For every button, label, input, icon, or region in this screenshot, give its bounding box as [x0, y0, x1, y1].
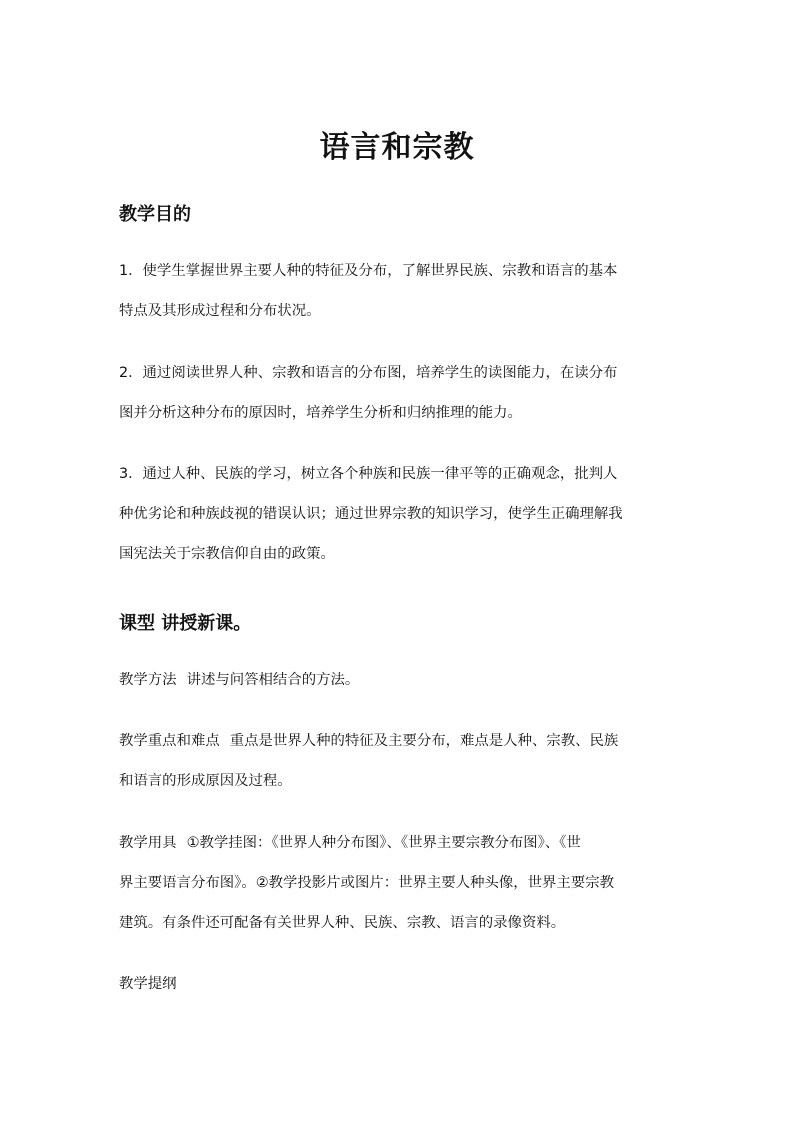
objective-1-line-1: 1．使学生掌握世界主要人种的特征及分布，了解世界民族、宗教和语言的基本: [119, 263, 618, 279]
objective-3-line-2: 种优劣论和种族歧视的错误认识；通过世界宗教的知识学习，使学生正确理解我: [119, 506, 623, 522]
objective-3-line-1: 3．通过人种、民族的学习，树立各个种族和民族一律平等的正确观念，批判人: [119, 466, 618, 482]
objective-2-line-2: 图并分析这种分布的原因时，培养学生分析和归纳推理的能力。: [119, 405, 522, 421]
objective-item-3: [119, 454, 679, 574]
document-title: 语言和宗教: [319, 130, 475, 165]
objective-item-1: [119, 251, 679, 331]
tools-line-3: 建筑。有条件还可配备有关世界人种、民族、宗教、语言的录像资料。: [119, 915, 566, 931]
key-points-line-2: 和语言的形成原因及过程。: [119, 773, 292, 789]
outline-label: 教学提纲: [119, 976, 177, 992]
key-points-paragraph: [119, 721, 679, 801]
tools-paragraph: [119, 823, 679, 943]
tools-label: 教学用具: [119, 835, 177, 851]
lesson-type-heading: 课型 讲授新课。: [119, 613, 252, 634]
objective-item-2: [119, 353, 679, 433]
method-text: 讲述与问答相结合的方法。: [186, 672, 360, 688]
method-label: 教学方法: [119, 672, 177, 688]
key-points-line-1: 重点是世界人种的特征及主要分布，难点是人种、宗教、民族: [229, 733, 619, 749]
objectives-heading: 教学目的: [119, 204, 191, 225]
tools-line-1: ①教学挂图：《世界人种分布图》、《世界主要宗教分布图》、《世: [186, 835, 581, 851]
key-points-label: 教学重点和难点: [119, 733, 220, 749]
objective-1-line-2: 特点及其形成过程和分布状况。: [119, 303, 321, 319]
objective-3-line-3: 国宪法关于宗教信仰自由的政策。: [119, 546, 335, 562]
outline-paragraph: [119, 964, 679, 1004]
method-paragraph: [119, 660, 679, 700]
tools-line-2: 界主要语言分布图》。②教学投影片或图片：世界主要人种头像，世界主要宗教: [119, 875, 614, 891]
objective-2-line-1: 2．通过阅读世界人种、宗教和语言的分布图，培养学生的读图能力，在读分布: [119, 365, 618, 381]
